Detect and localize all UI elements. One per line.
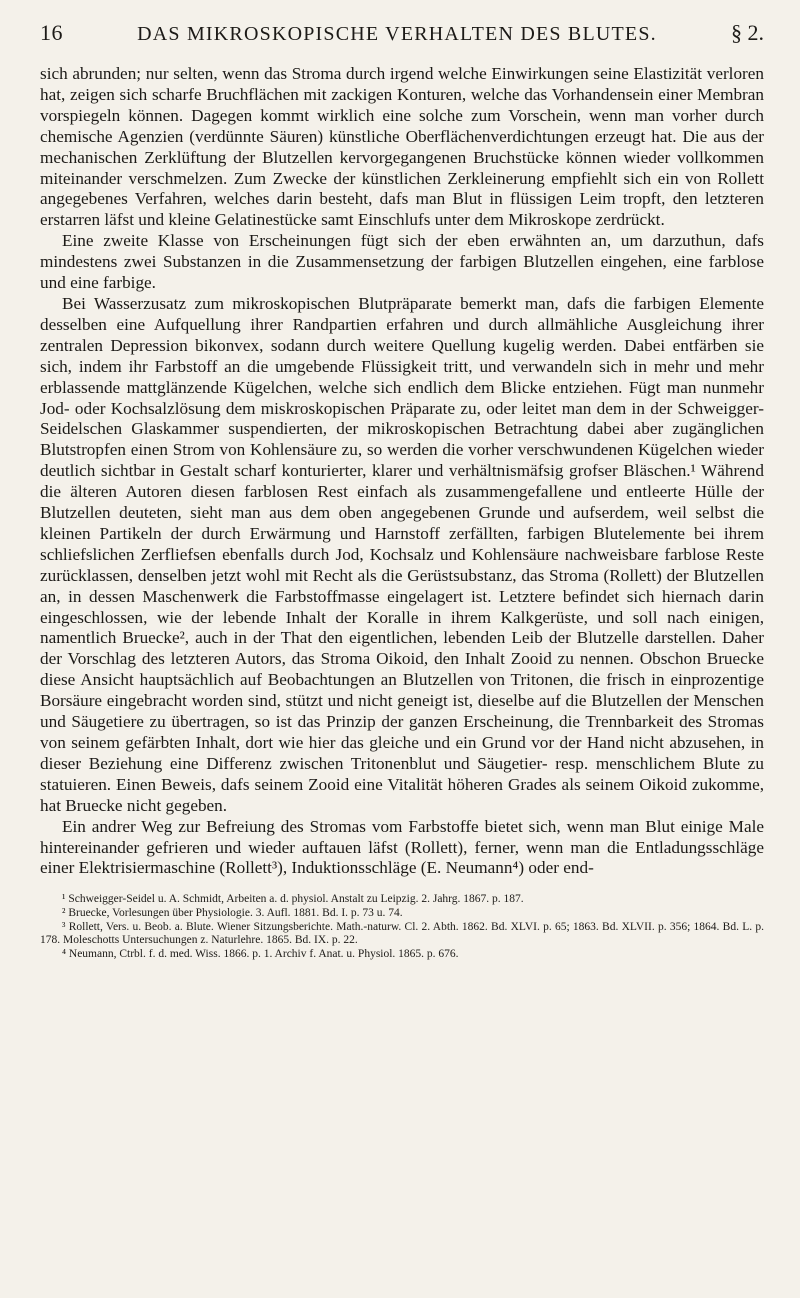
section-marker: § 2. (731, 20, 764, 45)
page-header (40, 20, 764, 64)
footnote: ⁴ Neumann, Ctrbl. f. d. med. Wiss. 1866. p. 1. Archiv f. Anat. u. Physiol. 1865. p. 676. (62, 947, 459, 960)
page-number: 16 (40, 20, 63, 45)
footnote: ³ Rollett, Vers. u. Beob. a. Blute. Wiener Sitzungsberichte. Math.-naturw. Cl. 2. Abth. 1862. Bd. XLVI. p. 65; 1863. Bd. XLVII. p. 356; 1864. Bd. L. p. 178. Moleschotts Untersuchungen z. Naturlehre. 1865. Bd. IX. p. 22. (40, 920, 764, 947)
paragraph: sich abrunden; nur selten, wenn das Stroma durch irgend welche Einwirkungen seine Elastizität verloren hat, zeigen sich scharfe Bruchflächen mit zackigen Konturen, welche das Vorhandensein einer Membran vorspiegeln können. Dagegen kommt wirklich eine solche zum Vorschein, wenn man vorher durch chemische Agenzien (verdünnte Säuren) künstliche Oberflächenverdichtungen erzeugt hat. Die aus der mechanischen Zerklüftung der Blutzellen kervorgegangenen Bruchstücke können wieder vollkommen miteinander verschmelzen. Zum Zwecke der künstlichen Zerkleinerung empfiehlt sich ein von Rollett angegebenes Verfahren, welches darin besteht, dafs man Blut in flüssigen Leim tropft, den letzteren erstarren läfst und kleine Gelatinestücke samt Einschlufs unter dem Mikroskope zerdrückt. (40, 64, 764, 230)
footnote: ² Bruecke, Vorlesungen über Physiologie. 3. Aufl. 1881. Bd. I. p. 73 u. 74. (62, 906, 403, 919)
footnotes (40, 893, 764, 961)
footnote: ¹ Schweigger-Seidel u. A. Schmidt, Arbeiten a. d. physiol. Anstalt zu Leipzig. 2. Jahrg. 1867. p. 187. (62, 893, 524, 906)
body-text (40, 64, 764, 879)
paragraph: Ein andrer Weg zur Befreiung des Stromas vom Farbstoffe bietet sich, wenn man Blut einige Male hintereinander gefrieren und wieder auftauen läfst (Rollett), ferner, wenn man die Entladungsschläge einer Elektrisiermaschine (Rollett³), Induktionsschläge (E. Neumann⁴) oder end- (40, 816, 764, 878)
paragraph: Bei Wasserzusatz zum mikroskopischen Blutpräparate bemerkt man, dafs die farbigen Elemente desselben eine Aufquellung ihrer Randpartien erfahren und durch allmähliche Ausgleichung ihrer zentralen Depression bikonvex, sodann durch weitere Quellung kugelig werden. Dabei entfärben sie sich, indem ihr Farbstoff an die umgebende Flüssigkeit tritt, und verwandeln sich in mehr und mehr erblassende mattglänzende Kügelchen, welche sich endlich dem Blicke entziehen. Fügt man nunmehr Jod- oder Kochsalzlösung dem miskroskopischen Präparate zu, oder leitet man dem in der Schweigger-Seidelschen Glaskammer suspendierten, der mikroskopischen Betrachtung dabei aber zugänglichen Blutstropfen einen Strom von Kohlensäure zu, so werden die vorher verschwundenen Kügelchen wieder deutlich sichtbar in Gestalt scharf konturierter, klarer und verhältnismäfsig grofser Bläschen.¹ Während die älteren Autoren diesen farblosen Rest einfach als zusammengefallene und entleerte Hülle der Blutzellen deuteten, sieht man aus dem oben angegebenen Grunde und aufserdem, weil selbst die kleinen Partikeln der durch Erwärmung und Harnstoff zerfällten, farbigen Blutelemente bei ihrem schliefslichen Zerfliefsen ebenfalls durch Jod, Kochsalz und Kohlensäure nachweisbare farblose Reste zurücklassen, denselben jetzt wohl mit Recht als die Gerüstsubstanz, das Stroma (Rollett) der Blutzellen an, in dessen Maschenwerk die Farbstoffmasse eingelagert ist. Letztere befindet sich hiernach darin eingeschlossen, wie der lebende Inhalt der Koralle in ihrem Kalkgerüste, und soll nach einigen, namentlich Bruecke², auch in der That den eigentlichen, lebenden Leib der Blutzelle darstellen. Daher der Vorschlag des letzteren Autors, das Stroma Oikoid, den Inhalt Zooid zu nennen. Obschon Bruecke diese Ansicht hauptsächlich auf Beobachtungen an Blutzellen von Tritonen, die frisch in einprozentige Borsäure eingebracht worden sind, stützt und nicht geneigt ist, dieselbe auf die Blutzellen der Menschen und Säugetiere zu übertragen, so ist das Prinzip der ganzen Erscheinung, die Trennbarkeit des Stromas von seinem gefärbten Inhalt, dort wie hier das gleiche und ein Grund vor der Hand nicht abzusehen, in dieser Beziehung eine Differenz zwischen Tritonenblut und Säugetier- resp. menschlichem Blute zu statuieren. Einen Beweis, dafs seinem Zooid eine Vitalität höheren Grades als seinem Oikoid zukomme, hat Bruecke nicht gegeben. (40, 293, 764, 815)
paragraph: Eine zweite Klasse von Erscheinungen fügt sich der eben erwähnten an, um darzuthun, dafs mindestens zwei Substanzen in die Zusammensetzung der farbigen Blutzellen eingehen, eine farblose und eine farbige. (40, 231, 764, 293)
running-title: DAS MIKROSKOPISCHE VERHALTEN DES BLUTES. (137, 23, 657, 45)
